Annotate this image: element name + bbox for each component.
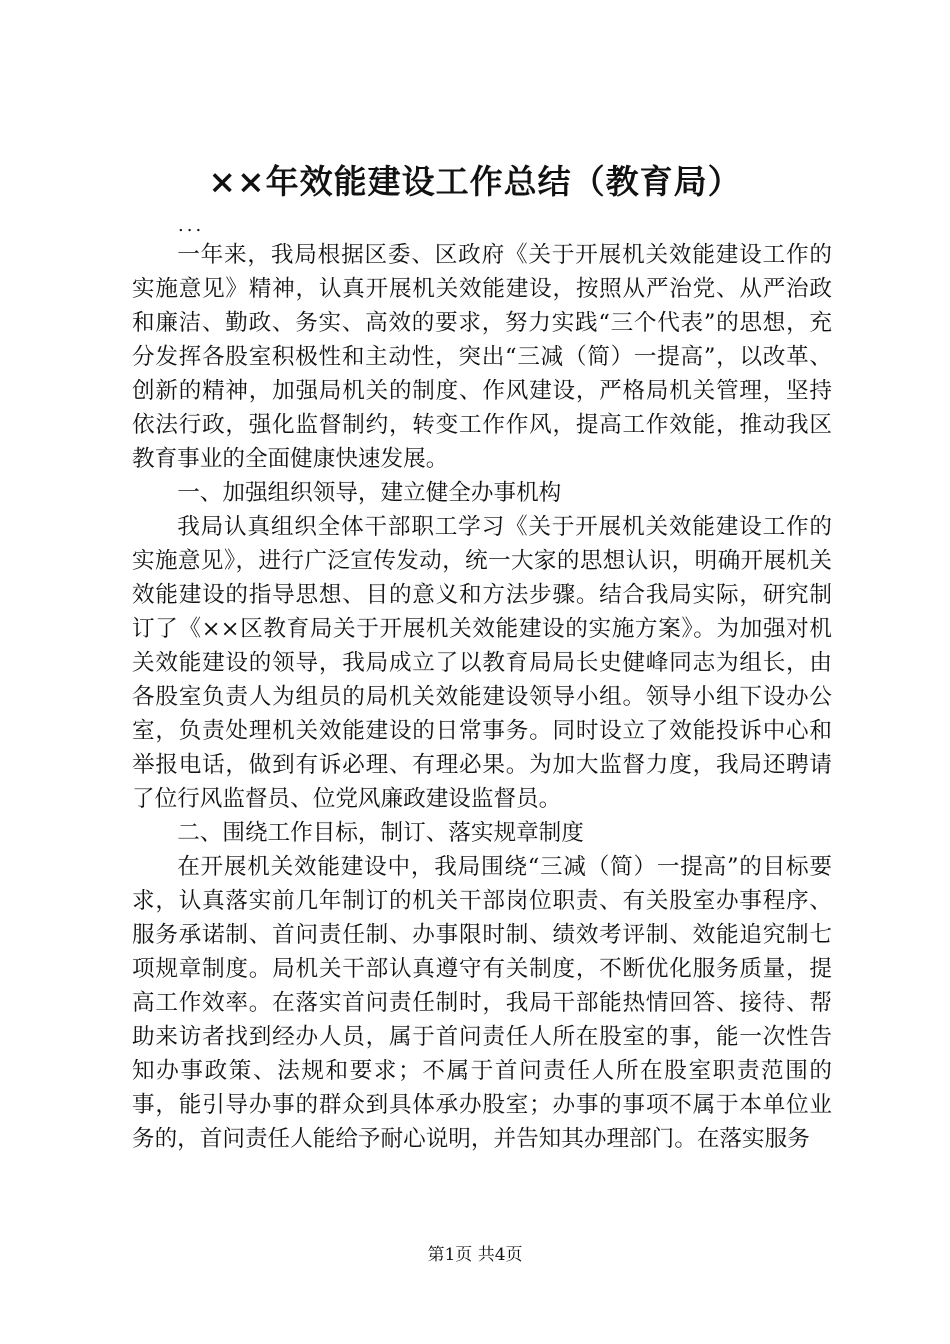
section-heading-1: 一、加强组织领导，建立健全办事机构 xyxy=(177,480,562,506)
ellipsis-marker: ... xyxy=(178,215,205,236)
document-body xyxy=(132,238,832,1156)
section-1-paragraph: 我局认真组织全体干部职工学习《关于开展机关效能建设工作的实施意见》，进行广泛宣传发动，统一大家的思想认识，明确开展机关效能建设的指导思想、目的意义和方法步骤。结合我局实际，研究制订了《××区教育局关于开展机关效能建设的实施方案》。为加强对机关效能建设的领导，我局成立了以教育局局长史健峰同志为组长，由各股室负责人为组员的局机关效能建设领导小组。领导小组下设办公室，负责处理机关效能建设的日常事务。同时设立了效能投诉中心和举报电话，做到有诉必理、有理必果。为加大监督力度，我局还聘请了位行风监督员、位党风廉政建设监督员。 xyxy=(132,514,832,812)
page-footer: 第1页 共4页 xyxy=(427,1245,523,1265)
section-heading-2: 二、围绕工作目标，制订、落实规章制度 xyxy=(177,820,584,846)
document-title: ××年效能建设工作总结（教育局） xyxy=(208,162,742,201)
section-2-paragraph: 在开展机关效能建设中，我局围绕“三减（简）一提高”的目标要求，认真落实前几年制订的机关干部岗位职责、有关股室办事程序、服务承诺制、首问责任制、办事限时制、绩效考评制、效能追究制七项规章制度。局机关干部认真遵守有关制度，不断优化服务质量，提高工作效率。在落实首问责任制时，我局干部能热情回答、接待、帮助来访者找到经办人员，属于首问责任人所在股室的事，能一次性告知办事政策、法规和要求；不属于首问责任人所在股室职责范围的事，能引导办事的群众到具体承办股室；办事的事项不属于本单位业务的，首问责任人能给予耐心说明，并告知其办理部门。在落实服务 xyxy=(132,854,832,1152)
intro-paragraph: 一年来，我局根据区委、区政府《关于开展机关效能建设工作的实施意见》精神，认真开展机关效能建设，按照从严治党、从严治政和廉洁、勤政、务实、高效的要求，努力实践“三个代表”的思想，充分发挥各股室积极性和主动性，突出“三减（简）一提高”，以改革、创新的精神，加强局机关的制度、作风建设，严格局机关管理，坚持依法行政，强化监督制约，转变工作作风，提高工作效能，推动我区教育事业的全面健康快速发展。 xyxy=(132,242,832,472)
